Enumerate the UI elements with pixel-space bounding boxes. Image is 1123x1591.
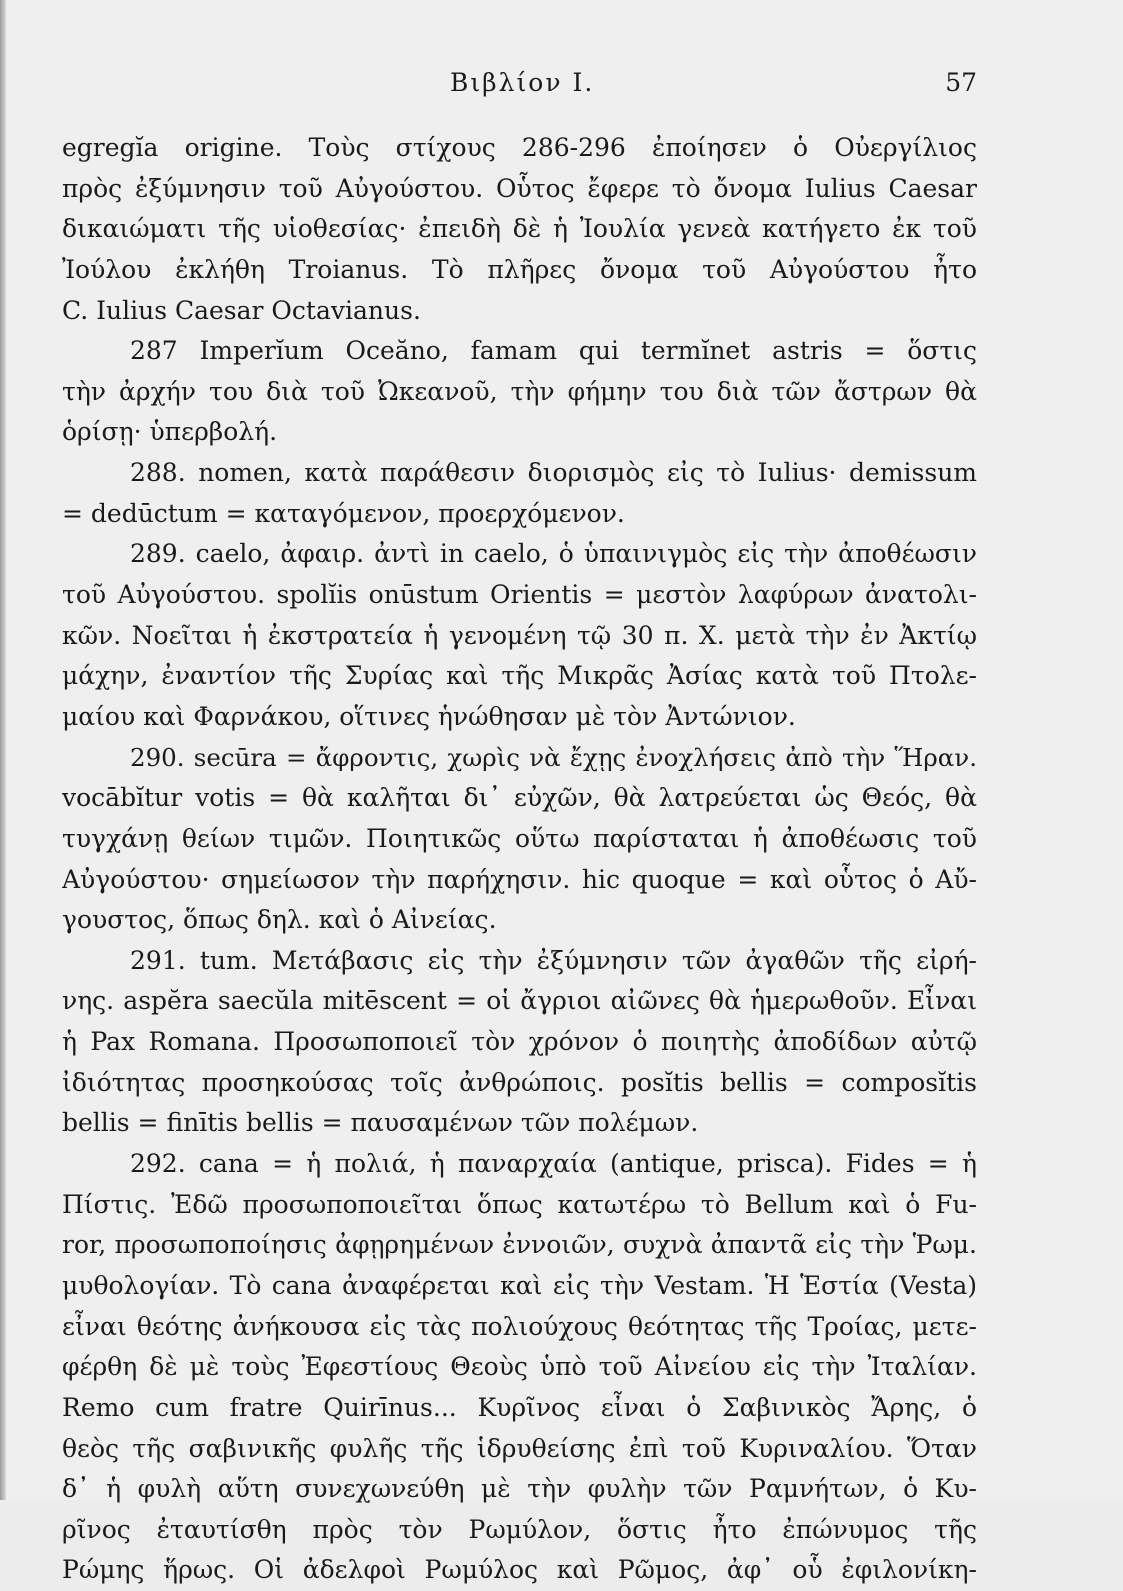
text-line: κῶν. Νοεῖται ἡ ἐκστρατεία ἡ γενομένη τῷ 30 π. Χ. μετὰ τὴν ἐν Ἀκτίῳ (62, 620, 977, 650)
text-line: τοῦ Αὐγούστου. spolĭis onūstum Orientis = μεστὸν λαφύρων ἀνατολι- (62, 580, 977, 610)
text-line: 287 Imperĭum Oceăno, famam qui termĭnet astris = ὅστις (130, 336, 977, 366)
running-head-title: Βιβλίον Ι. (450, 68, 595, 97)
text-line: πρὸς ἐξύμνησιν τοῦ Αὐγούστου. Οὗτος ἔφερε τὸ ὄνομα Iulius Caesar (62, 173, 977, 203)
text-line: τὴν ἀρχήν του διὰ τοῦ Ὠκεανοῦ, τὴν φήμην του διὰ τῶν ἄστρων θὰ (62, 376, 977, 406)
text-line: vocābĭtur votis = θὰ καλῆται δι᾿ εὐχῶν, θὰ λατρεύεται ὡς Θεός, θὰ (62, 783, 977, 813)
text-line: μαίου καὶ Φαρνάκου, οἵτινες ἡνώθησαν μὲ τὸν Ἀντώνιον. (62, 701, 796, 731)
text-line: μυθολογίαν. Τὸ cana ἀναφέρεται καὶ εἰς τὴν Vestam. Ἡ Ἑστία (Vesta) (62, 1270, 977, 1300)
text-line: εἶναι θεότης ἀνήκουσα εἰς τὰς πολιούχους θεότητας τῆς Τροίας, μετε- (62, 1311, 977, 1341)
text-line: 289. caelo, ἀφαιρ. ἀντὶ in caelo, ὁ ὑπαινιγμὸς εἰς τὴν ἀποθέωσιν (130, 539, 977, 569)
text-line: θεὸς τῆς σαβινικῆς φυλῆς τῆς ἱδρυθείσης ἐπὶ τοῦ Κυριναλίου. Ὅταν (62, 1433, 977, 1463)
text-line: ror, προσωποποίησις ἀφῃρημένων ἐννοιῶν, συχνὰ ἀπαντᾶ εἰς τὴν Ῥωμ. (62, 1230, 977, 1260)
text-line: = dedūctum = καταγόμενον, προερχόμενον. (62, 498, 625, 528)
text-line: ἡ Pax Romana. Προσωποποιεῖ τὸν χρόνον ὁ ποιητὴς ἀποδίδων αὐτῷ (62, 1027, 977, 1057)
text-line: μάχην, ἐναντίον τῆς Συρίας καὶ τῆς Μικρᾶς Ἀσίας κατὰ τοῦ Πτολε- (62, 661, 977, 691)
page-number: 57 (945, 68, 977, 97)
text-line: ἰδιότητας προσηκούσας τοῖς ἀνθρώποις. posĭtis bellis = composĭtis (62, 1067, 977, 1097)
commentary-text (62, 128, 977, 1591)
text-line: 292. cana = ἡ πολιά, ἡ παναρχαία (antique, prisca). Fides = ἡ (130, 1149, 977, 1179)
text-line: δικαιώματι τῆς υἱοθεσίας· ἐπειδὴ δὲ ἡ Ἰουλία γενεὰ κατήγετο ἐκ τοῦ (62, 214, 977, 244)
text-line: bellis = finītis bellis = παυσαμένων τῶν πολέμων. (62, 1108, 699, 1138)
text-line: ρῖνος ἐταυτίσθη πρὸς τὸν Ρωμύλον, ὅστις ἦτο ἐπώνυμος τῆς (62, 1514, 977, 1544)
text-line: γουστος, ὅπως δηλ. καὶ ὁ Αἰνείας. (62, 905, 497, 935)
page-gutter-shadow (0, 0, 6, 1500)
text-line: Remo cum fratre Quirīnus... Κυρῖνος εἶναι ὁ Σαβινικὸς Ἄρης, ὁ (62, 1392, 977, 1422)
text-line: 291. tum. Μετάβασις εἰς τὴν ἐξύμνησιν τῶν ἀγαθῶν τῆς εἰρή- (130, 945, 977, 975)
text-line: Πίστις. Ἐδῶ προσωποποιεῖται ὅπως κατωτέρω τὸ Bellum καὶ ὁ Fu- (62, 1189, 977, 1219)
text-line: Ρώμης ἥρως. Οἱ ἀδελφοὶ Ρωμύλος καὶ Ρῶμος, ἀφ᾿ οὗ ἐφιλονίκη- (62, 1555, 977, 1585)
text-line: ὁρίσῃ· ὑπερβολή. (62, 417, 278, 447)
text-line: egregĭa origine. Τοὺς στίχους 286-296 ἐποίησεν ὁ Οὐεργίλιος (62, 133, 977, 162)
text-line: τυγχάνῃ θείων τιμῶν. Ποιητικῶς οὕτω παρίσταται ἡ ἀποθέωσις τοῦ (62, 823, 977, 853)
running-head (62, 68, 977, 102)
text-line: Ἰούλου ἐκλήθη Troianus. Τὸ πλῆρες ὄνομα τοῦ Αὐγούστου ἦτο (62, 254, 977, 284)
text-line: 288. nomen, κατὰ παράθεσιν διορισμὸς εἰς τὸ Iulius· demissum (130, 458, 977, 488)
text-line: φέρθη δὲ μὲ τοὺς Ἐφεστίους Θεοὺς ὑπὸ τοῦ Αἰνείου εἰς τὴν Ἰταλίαν. (62, 1352, 977, 1382)
text-line: C. Iulius Caesar Octavianus. (62, 295, 421, 325)
text-line: δ᾿ ἡ φυλὴ αὕτη συνεχωνεύθη μὲ τὴν φυλὴν τῶν Ραμνήτων, ὁ Κυ- (62, 1474, 977, 1504)
text-line: νης. aspĕra saecŭla mitēscent = οἱ ἄγριοι αἰῶνες θὰ ἡμερωθοῦν. Εἶναι (62, 986, 977, 1016)
text-line: Αὐγούστου· σημείωσον τὴν παρήχησιν. hic quoque = καὶ οὗτος ὁ Αὔ- (62, 864, 977, 894)
text-line: 290. secūra = ἄφροντις, χωρὶς νὰ ἔχῃς ἐνοχλήσεις ἀπὸ τὴν Ἥραν. (130, 742, 977, 772)
